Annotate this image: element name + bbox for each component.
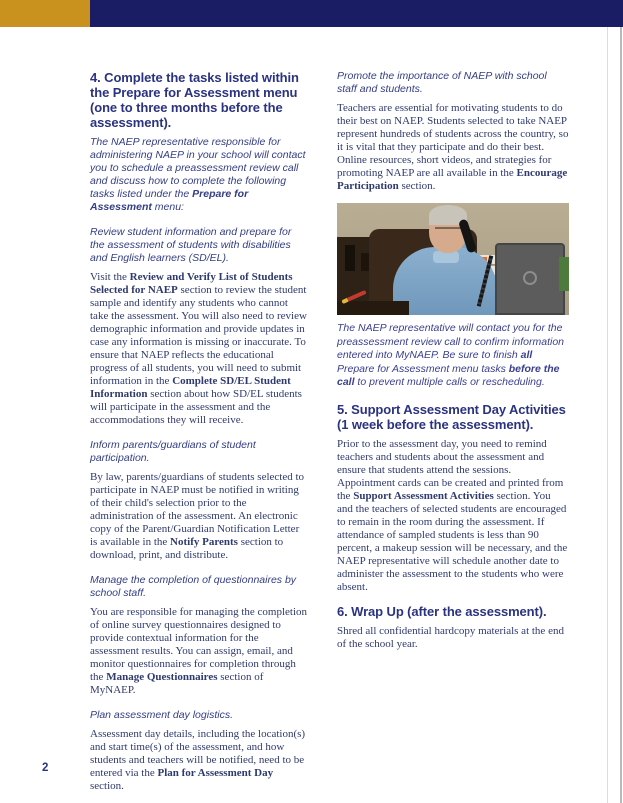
text-run: Prepare for Assessment menu tasks [337, 362, 509, 375]
text-run: Assessment day details, including the location(s) and start time(s) of the assessment, and how students and teachers will be notified, need to be entered via the [90, 728, 306, 779]
section-4-intro [90, 136, 307, 214]
text-run: section to review the student sample and identify any students who cannot take the assessment. You will also need to review demographic information and provide updates in case any information is missing or inaccurate. To ensure that NAEP reflects the educational progress of all students, you will need to submit information in the [90, 284, 307, 387]
bold-run: Notify Parents [170, 536, 238, 548]
section-4-heading: 4. Complete the tasks listed within the Prepare for Assessment menu (one to three months before the assessment). [90, 70, 299, 130]
text-run: Visit the [90, 271, 130, 283]
section-5-heading: 5. Support Assessment Day Activities (1 week before the assessment). [337, 401, 566, 432]
text-run: The NAEP representative will contact you for the preassessment review call to confirm information entered into MyNAEP. Be sure to finish [337, 322, 565, 361]
photo-laptop-logo [523, 271, 537, 285]
bold-run: Review and Verify List of Students Selected for NAEP [90, 271, 293, 296]
photo-desk [337, 301, 409, 315]
page-edge-line-inner [607, 27, 608, 803]
bold-run: Manage Questionnaires [106, 671, 218, 683]
header-navy-bar [90, 0, 623, 27]
page-number: 2 [42, 762, 49, 774]
section-6-heading: 6. Wrap Up (after the assessment). [337, 603, 547, 619]
text-run: Prior to the assessment day, you need to remind teachers and students about the assessment and ensure that students attend the sessions. Appointment cards can be created and printed from the [337, 437, 564, 502]
paragraph-inform-parents [90, 471, 307, 562]
paragraph-promote [337, 102, 569, 193]
task-subhead-review-students: Review student information and prepare for the assessment of students with disabilities and English learners (SD/EL). [90, 226, 292, 264]
text-run: section about how SD/EL students will participate in the assessment and the accommodations they will receive. [90, 388, 302, 426]
text-run: section. You and the teachers of selected students are encouraged to remain in the room during the assessment. If attendance of sampled students is less than 90 percent, a makeup session will be necessary, and the NAEP representative will schedule another date to administer the assessment to the students who were absent. [337, 489, 568, 593]
task-subhead-questionnaires: Manage the completion of questionnaires by school staff. [90, 574, 297, 599]
task-subhead-promote: Promote the importance of NAEP with school staff and students. [337, 70, 547, 95]
left-column [90, 70, 307, 803]
right-column [337, 70, 569, 661]
paragraph-review-students [90, 271, 307, 427]
bold-run: Support Assessment Activities [353, 489, 494, 502]
page-edge-line-outer [620, 27, 622, 803]
bold-run: all [520, 349, 533, 361]
intro-run: menu: [151, 201, 184, 213]
paragraph-wrap-up: Shred all confidential hardcopy materials at the end of the school year. [337, 624, 564, 650]
photo-green-papers [559, 257, 569, 291]
text-run: section. [90, 780, 124, 792]
text-run: You are responsible for managing the completion of online survey questionnaires designed to provide contextual information for the assessment results. You can assign, email, and monitor questionnaires for completion through the [90, 606, 308, 683]
text-run: to prevent multiple calls or rescheduling. [354, 376, 545, 388]
paragraph-assessment-day [337, 438, 569, 594]
paragraph-questionnaires [90, 606, 307, 697]
task-subhead-logistics: Plan assessment day logistics. [90, 709, 233, 721]
paragraph-logistics [90, 728, 307, 793]
bold-run: Plan for Assessment Day [157, 767, 274, 779]
photo-glasses [435, 227, 463, 229]
task-subhead-inform-parents: Inform parents/guardians of student participation. [90, 439, 256, 464]
bold-run: Complete SD/EL Student Information [90, 375, 291, 400]
intro-bold-run: Prepare for Assessment [90, 188, 249, 213]
bold-run: Encourage Participation [337, 167, 568, 192]
bold-run: before the call [337, 362, 560, 388]
text-run: section to download, print, and distribute. [90, 536, 284, 561]
text-run: section of MyNAEP. [90, 671, 264, 696]
text-run: section. [398, 180, 436, 192]
photo-caption [337, 322, 569, 390]
text-run: By law, parents/guardians of students selected to participate in NAEP must be notified in writing of their child's selection prior to the administration of the assessment. An electronic copy of the Parent/Guardian Notification Letter is available in the [90, 471, 305, 548]
intro-run: The NAEP representative responsible for administering NAEP in your school will contact you to schedule a preassessment review call and discuss how to complete the following tasks listed under the [90, 136, 306, 200]
text-run: Teachers are essential for motivating students to do their best on NAEP. Students selected to take NAEP represent hundreds of students across the country, so it is vital that they participate and do their best. Online resources, short videos, and strategies for promoting NAEP are all available in the [337, 102, 569, 179]
man-on-phone-photo [337, 203, 569, 315]
header-gold-block [0, 0, 90, 27]
photo-shelf-item [345, 245, 355, 271]
